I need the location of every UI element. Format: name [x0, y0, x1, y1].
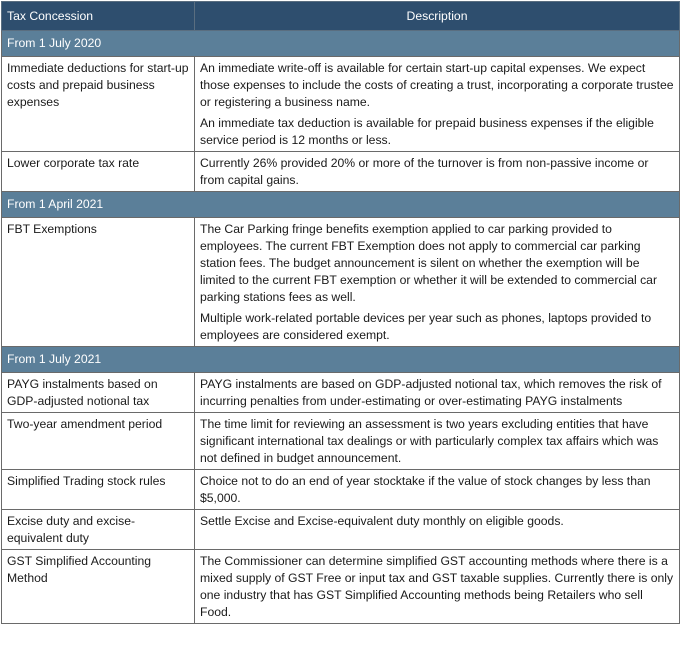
header-row: [2, 2, 680, 31]
description-cell: [195, 218, 680, 347]
table-row: [2, 413, 680, 470]
description-paragraph: An immediate write-off is available for certain start-up capital expenses. We expect those expenses to include the costs of creating a trust, incorporating a corporate trustee or registering a business name.: [200, 61, 674, 109]
concession-cell: Two-year amendment period: [2, 413, 195, 470]
description-paragraph: An immediate tax deduction is available for prepaid business expenses if the eligible service period is 12 months or less.: [200, 116, 654, 147]
concession-cell: Lower corporate tax rate: [2, 152, 195, 192]
description-paragraph: Multiple work-related portable devices per year such as phones, laptops provided to employees are considered exempt.: [200, 311, 652, 342]
header-description: Description: [195, 2, 680, 31]
description-cell: [195, 550, 680, 624]
concession-cell: Excise duty and excise-equivalent duty: [2, 510, 195, 550]
description-paragraph: The Car Parking fringe benefits exemption applied to car parking provided to employees. The current FBT Exemption does not apply to commercial car parking station fees. The budget announcement is silent on whether the exemption will be limited to the current FBT exemption or whether it will be extended to commercial car parking stations fees as well.: [200, 222, 658, 304]
section-row: [2, 31, 680, 57]
table-row: [2, 550, 680, 624]
section-row: [2, 347, 680, 373]
description-cell: [195, 152, 680, 192]
concession-cell: Simplified Trading stock rules: [2, 470, 195, 510]
table-row: [2, 510, 680, 550]
description-paragraph: PAYG instalments are based on GDP-adjusted notional tax, which removes the risk of incurring penalties from under-estimating or over-estimating PAYG instalments: [200, 377, 662, 408]
tax-concessions-table: [1, 1, 680, 624]
description-paragraph: Currently 26% provided 20% or more of the turnover is from non-passive income or from capital gains.: [200, 156, 649, 187]
table-row: [2, 373, 680, 413]
description-cell: [195, 470, 680, 510]
concession-cell: Immediate deductions for start-up costs and prepaid business expenses: [2, 57, 195, 152]
description-cell: [195, 413, 680, 470]
table-row: [2, 470, 680, 510]
description-paragraph: Settle Excise and Excise-equivalent duty monthly on eligible goods.: [200, 514, 564, 528]
description-cell: [195, 373, 680, 413]
header-tax-concession: Tax Concession: [2, 2, 195, 31]
description-cell: [195, 57, 680, 152]
description-paragraph: The time limit for reviewing an assessment is two years excluding entities that have significant international tax dealings or with particularly complex tax affairs which was not defined in budget announcement.: [200, 417, 659, 465]
table-row: [2, 152, 680, 192]
section-title: From 1 July 2021: [2, 347, 680, 373]
concession-cell: FBT Exemptions: [2, 218, 195, 347]
table-row: [2, 218, 680, 347]
section-title: From 1 April 2021: [2, 192, 680, 218]
section-title: From 1 July 2020: [2, 31, 680, 57]
description-paragraph: Choice not to do an end of year stocktake if the value of stock changes by less than $5,000.: [200, 474, 651, 505]
description-paragraph: The Commissioner can determine simplified GST accounting methods where there is a mixed supply of GST Free or input tax and GST taxable supplies. Currently there is only one industry that has GST Simplified Accounting methods being Retailers who sell Food.: [200, 554, 674, 619]
concession-cell: GST Simplified Accounting Method: [2, 550, 195, 624]
concession-cell: PAYG instalments based on GDP-adjusted notional tax: [2, 373, 195, 413]
table-row: [2, 57, 680, 152]
description-cell: [195, 510, 680, 550]
section-row: [2, 192, 680, 218]
